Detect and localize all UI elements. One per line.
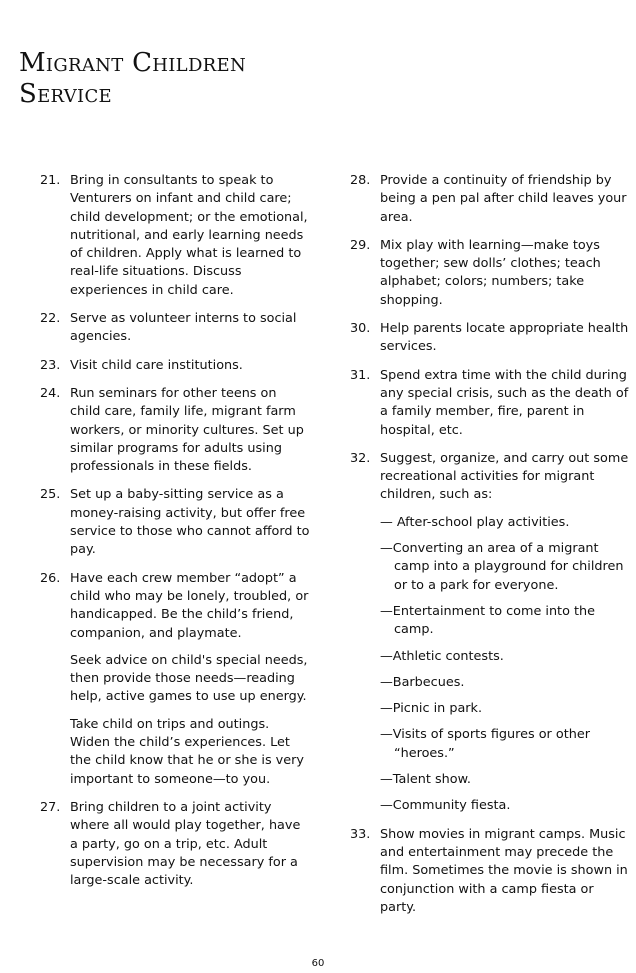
item-paragraph: Bring children to a joint activity where all would play together, have a party, go on a trip, etc. Adult supervision may be necessary for a large-scale activity. <box>70 799 301 889</box>
item-body <box>380 237 632 310</box>
page-title <box>19 48 246 110</box>
list-item <box>40 385 310 476</box>
item-number: 27. <box>40 799 61 815</box>
item-body <box>70 310 310 347</box>
right-column <box>350 172 632 927</box>
list-item <box>350 320 632 357</box>
list-item <box>40 172 310 300</box>
sub-list-item: —Talent show. <box>380 772 471 788</box>
sub-list <box>380 514 632 816</box>
title-line-2: Service <box>19 79 112 109</box>
left-column <box>40 172 310 900</box>
item-paragraph: Have each crew member “adopt” a child who may be lonely, troubled, or handicapped. Be the child’s friend, companion, and playmate. <box>70 570 309 641</box>
list-item <box>40 570 310 789</box>
item-body <box>380 320 632 357</box>
item-paragraph: Set up a baby-sitting service as a money-raising activity, but offer free service to those who cannot afford to pay. <box>70 487 310 558</box>
item-number: 28. <box>350 173 371 188</box>
item-paragraph: Run seminars for other teens on child care, family life, migrant farm workers, or minority cultures. Set up similar programs for adults using professionals in these fields. <box>70 385 304 475</box>
item-body <box>70 570 310 789</box>
item-number: 31. <box>350 367 371 383</box>
list-item <box>350 826 632 917</box>
item-body <box>380 172 632 227</box>
item-number: 29. <box>350 237 371 253</box>
item-paragraph: Visit child care institutions. <box>70 357 243 373</box>
list-item <box>40 486 310 559</box>
item-number: 21. <box>40 173 61 188</box>
list-item <box>40 799 310 890</box>
item-paragraph: Suggest, organize, and carry out some recreational activities for migrant children, such as: <box>380 450 629 503</box>
item-number: 24. <box>40 385 61 401</box>
sub-list-item: —Community fiesta. <box>380 798 511 814</box>
list-item <box>40 357 310 375</box>
item-body <box>70 799 310 890</box>
item-number: 22. <box>40 311 61 327</box>
list-item <box>350 367 632 440</box>
item-paragraph: Provide a continuity of friendship by being a pen pal after child leaves your area. <box>380 173 627 225</box>
item-body <box>380 367 632 440</box>
sub-list-item: —Entertainment to come into the camp. <box>380 603 595 638</box>
item-body <box>70 357 310 375</box>
sub-list-item: — After-school play activities. <box>380 514 570 530</box>
item-number: 26. <box>40 570 61 586</box>
item-body <box>70 486 310 559</box>
list-item <box>350 237 632 310</box>
item-number: 33. <box>350 826 371 842</box>
sub-list-item: —Barbecues. <box>380 674 465 690</box>
list-item <box>350 450 632 816</box>
item-body <box>70 172 310 300</box>
item-number: 32. <box>350 450 371 466</box>
sub-list-item: —Converting an area of a migrant camp into a playground for children or to a park for everyone. <box>380 541 624 593</box>
item-body <box>380 826 632 917</box>
list-item <box>40 310 310 347</box>
item-paragraph: Help parents locate appropriate health services. <box>380 321 629 355</box>
item-paragraph: Serve as volunteer interns to social agencies. <box>70 311 297 345</box>
item-paragraph: Spend extra time with the child during any special crisis, such as the death of a family member, fire, parent in hospital, etc. <box>380 367 629 438</box>
title-line-1: Migrant Children <box>19 48 247 78</box>
sub-list-item: —Visits of sports figures or other “heroes.” <box>380 727 590 761</box>
item-number: 25. <box>40 487 61 503</box>
list-item <box>350 172 632 227</box>
item-paragraph: Mix play with learning—make toys together; sew dolls’ clothes; teach alphabet; colors; numbers; take shopping. <box>380 237 601 308</box>
sub-list-item: —Athletic contests. <box>380 648 504 664</box>
item-number: 23. <box>40 357 61 373</box>
item-paragraph: Take child on trips and outings. Widen the child’s experiences. Let the child know that he or she is very important to someone—to you. <box>70 716 304 787</box>
item-number: 30. <box>350 321 371 337</box>
item-body <box>380 450 632 816</box>
page-number: 60 <box>311 958 325 969</box>
sub-list-item: —Picnic in park. <box>380 701 483 717</box>
item-paragraph: Seek advice on child's special needs, then provide those needs—reading help, active games to use up energy. <box>70 652 308 705</box>
item-paragraph: Show movies in migrant camps. Music and entertainment may precede the film. Sometimes the movie is shown in conjunction with a camp fiesta or party. <box>380 826 628 915</box>
item-body <box>70 385 310 476</box>
item-paragraph: Bring in consultants to speak to Venturers on infant and child care; child development; or the emotional, nutritional, and early learning needs of children. Apply what is learned to real-life situations. Discuss experiences in child care. <box>70 173 308 298</box>
